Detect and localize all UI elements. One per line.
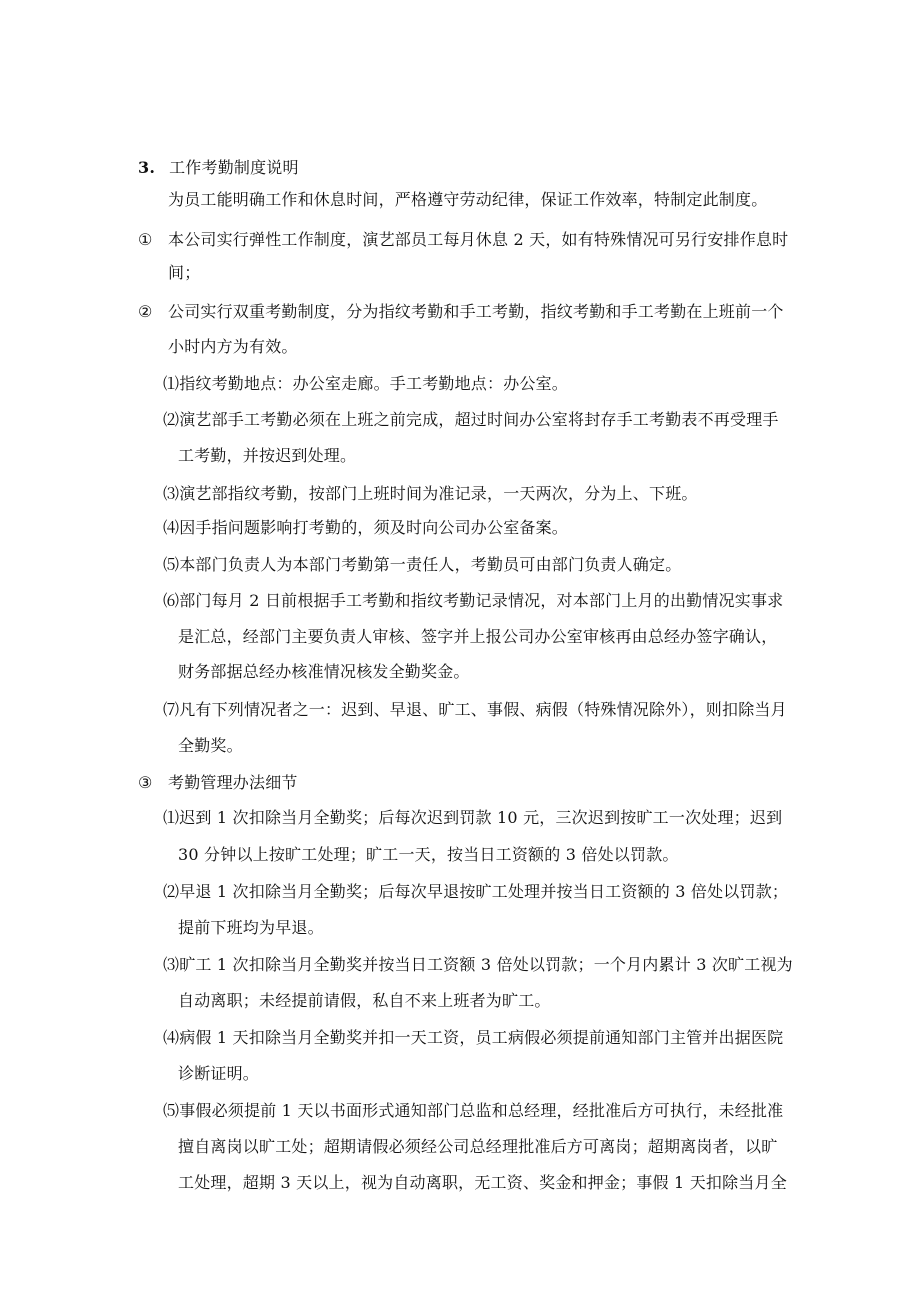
list-item: ⑸本部门负责人为本部门考勤第一责任人，考勤员可由部门负责人确定。 — [163, 555, 682, 574]
section-2-line-1 — [138, 302, 784, 322]
list-item-continuation: 诊断证明。 — [178, 1064, 260, 1083]
list-item: ⑺凡有下列情况者之一：迟到、早退、旷工、事假、病假（特殊情况除外），则扣除当月 — [163, 700, 787, 719]
list-item: ⑶演艺部指纹考勤，按部门上班时间为准记录，一天两次，分为上、下班。 — [163, 484, 698, 503]
heading-number: 3. — [138, 158, 156, 177]
section-1-line-1 — [138, 230, 788, 250]
section-2-text-1: 公司实行双重考勤制度，分为指纹考勤和手工考勤，指纹考勤和手工考勤在上班前一个 — [168, 302, 784, 321]
list-item-continuation: 全勤奖。 — [178, 736, 243, 755]
list-item-continuation: 工考勤，并按迟到处理。 — [178, 446, 357, 465]
section-1-marker: ① — [138, 230, 153, 249]
section-1-text-1: 本公司实行弹性工作制度，演艺部员工每月休息 2 天，如有特殊情况可另行安排作息时 — [168, 230, 789, 249]
list-item-continuation: 是汇总，经部门主要负责人审核、签字并上报公司办公室审核再由总经办签字确认， — [178, 627, 778, 646]
list-item: ⑸事假必须提前 1 天以书面形式通知部门总监和总经理，经批准后方可执行，未经批准 — [163, 1101, 784, 1120]
section-3-line-1 — [138, 773, 298, 793]
section-3-text-1: 考勤管理办法细节 — [168, 773, 298, 792]
list-item: ⑶旷工 1 次扣除当月全勤奖并按当日工资额 3 倍处以罚款；一个月内累计 3 次旷工视为 — [163, 955, 793, 974]
section-2-line-2: 小时内方为有效。 — [168, 337, 298, 356]
section-2-marker: ② — [138, 302, 153, 321]
list-item-continuation: 30 分钟以上按旷工处理；旷工一天，按当日工资额的 3 倍处以罚款。 — [178, 845, 679, 864]
intro-paragraph: 为员工能明确工作和休息时间，严格遵守劳动纪律，保证工作效率，特制定此制度。 — [168, 190, 768, 209]
section-1-line-2: 间； — [168, 263, 201, 282]
list-item: ⑴迟到 1 次扣除当月全勤奖；后每次迟到罚款 10 元，三次迟到按旷工一次处理；迟到 — [163, 808, 783, 827]
list-item: ⑷因手指问题影响打考勤的，须及时向公司办公室备案。 — [163, 518, 569, 537]
section-3-marker: ③ — [138, 773, 153, 792]
list-item: ⑵演艺部手工考勤必须在上班之前完成，超过时间办公室将封存手工考勤表不再受理手 — [163, 410, 779, 429]
list-item-continuation: 财务部据总经办核准情况核发全勤奖金。 — [178, 662, 470, 681]
list-item-continuation: 工处理，超期 3 天以上，视为自动离职，无工资、奖金和押金；事假 1 天扣除当月全 — [178, 1173, 787, 1192]
heading-title: 工作考勤制度说明 — [169, 158, 299, 177]
list-item: ⑴指纹考勤地点：办公室走廊。手工考勤地点：办公室。 — [163, 374, 569, 393]
list-item: ⑵早退 1 次扣除当月全勤奖；后每次早退按旷工处理并按当日工资额的 3 倍处以罚款； — [163, 882, 789, 901]
list-item: ⑷病假 1 天扣除当月全勤奖并扣一天工资，员工病假必须提前通知部门主管并出据医院 — [163, 1028, 784, 1047]
list-item: ⑹部门每月 2 日前根据手工考勤和指纹考勤记录情况，对本部门上月的出勤情况实事求 — [163, 591, 784, 610]
list-item-continuation: 擅自离岗以旷工处；超期请假必须经公司总经理批准后方可离岗；超期离岗者，以旷 — [178, 1137, 778, 1156]
list-item-continuation: 提前下班均为早退。 — [178, 918, 324, 937]
list-item-continuation: 自动离职；未经提前请假，私自不来上班者为旷工。 — [178, 991, 551, 1010]
section-heading — [138, 158, 299, 178]
